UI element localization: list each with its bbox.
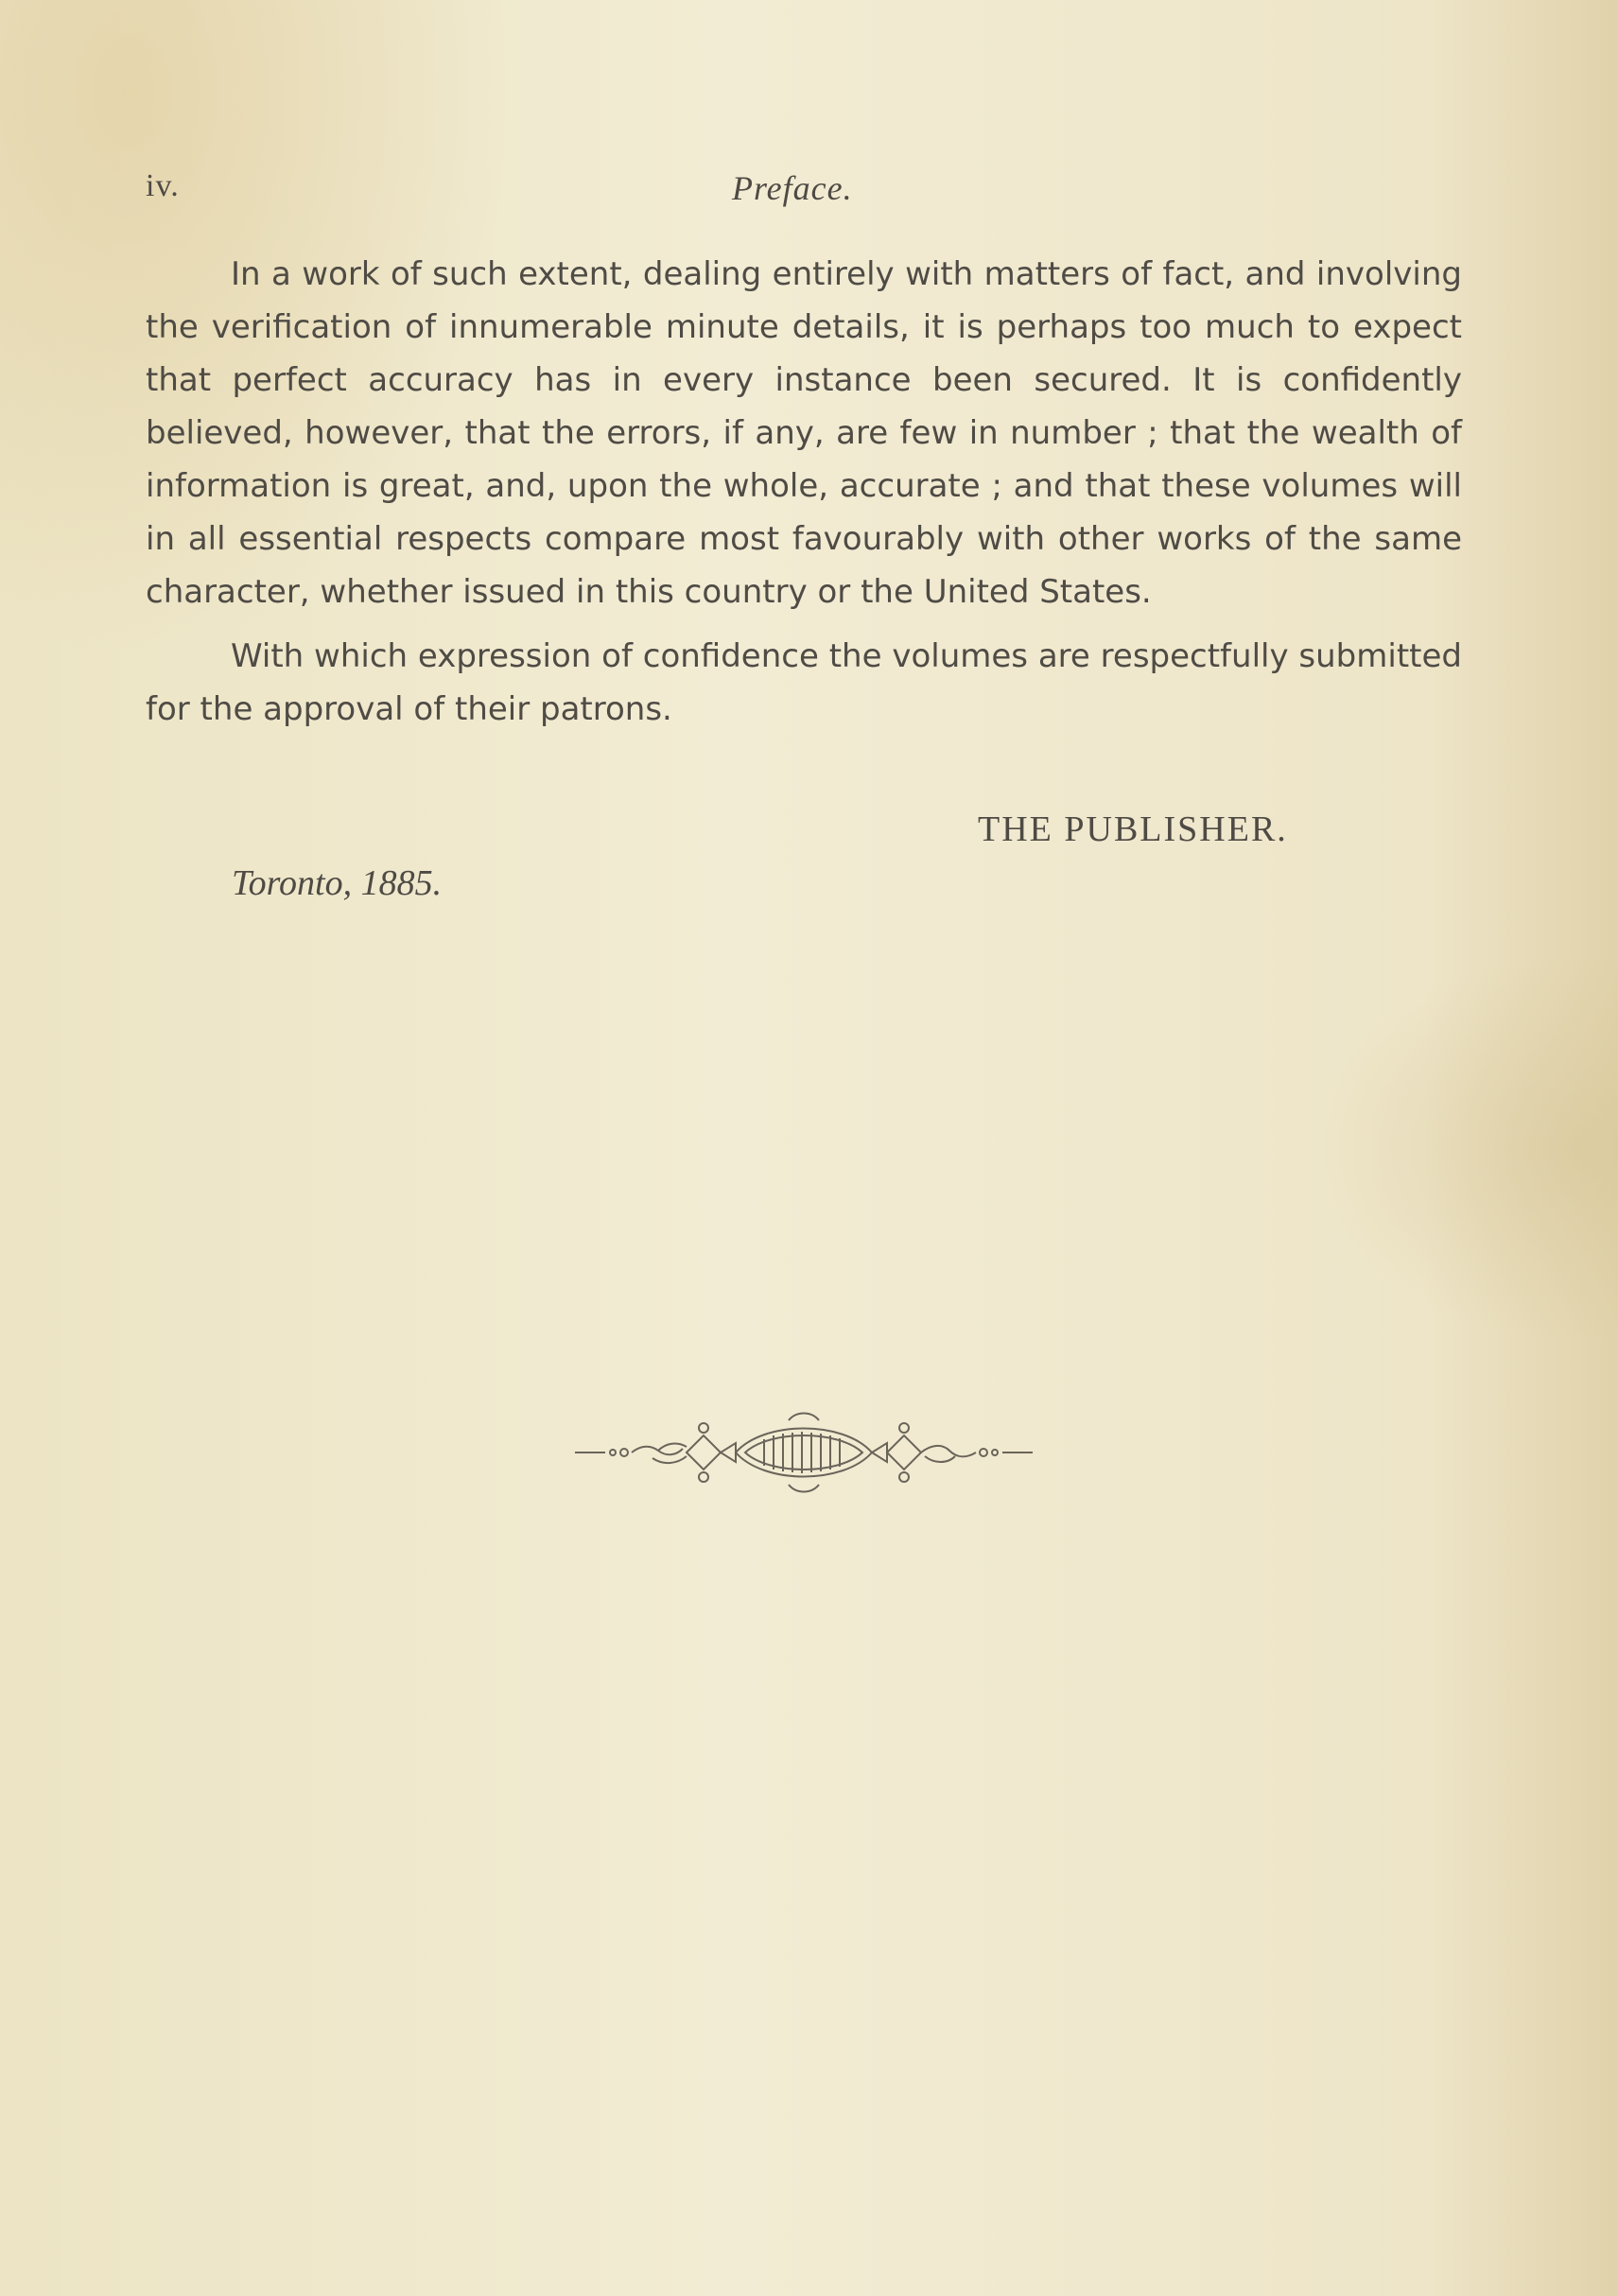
paragraph-accuracy: In a work of such extent, dealing entirely with matters of fact, and involving the verification of innumerable minute details, it is perhaps too much to expect that perfect accuracy has in every instance been secured. It is confidently believed, however, that the errors, if any, are few in number ; that the wealth of information is great, and, upon the whole, accurate ; and that these volumes will in all essential respects compare most favourably with other works of the same character, whether issued in this country or the United States.: [146, 255, 1462, 611]
paragraph-submission: With which expression of confidence the volumes are respectfully submitted for the approval of their patrons.: [146, 637, 1462, 728]
running-head: [146, 168, 1384, 216]
preface-body: [146, 248, 1462, 747]
decorative-tailpiece-ornament-icon: [575, 1407, 1033, 1498]
running-title: Preface.: [732, 169, 853, 207]
publisher-signature: THE PUBLISHER.: [978, 809, 1288, 849]
dateline: Toronto, 1885.: [232, 863, 443, 903]
page-number: iv.: [146, 168, 180, 203]
